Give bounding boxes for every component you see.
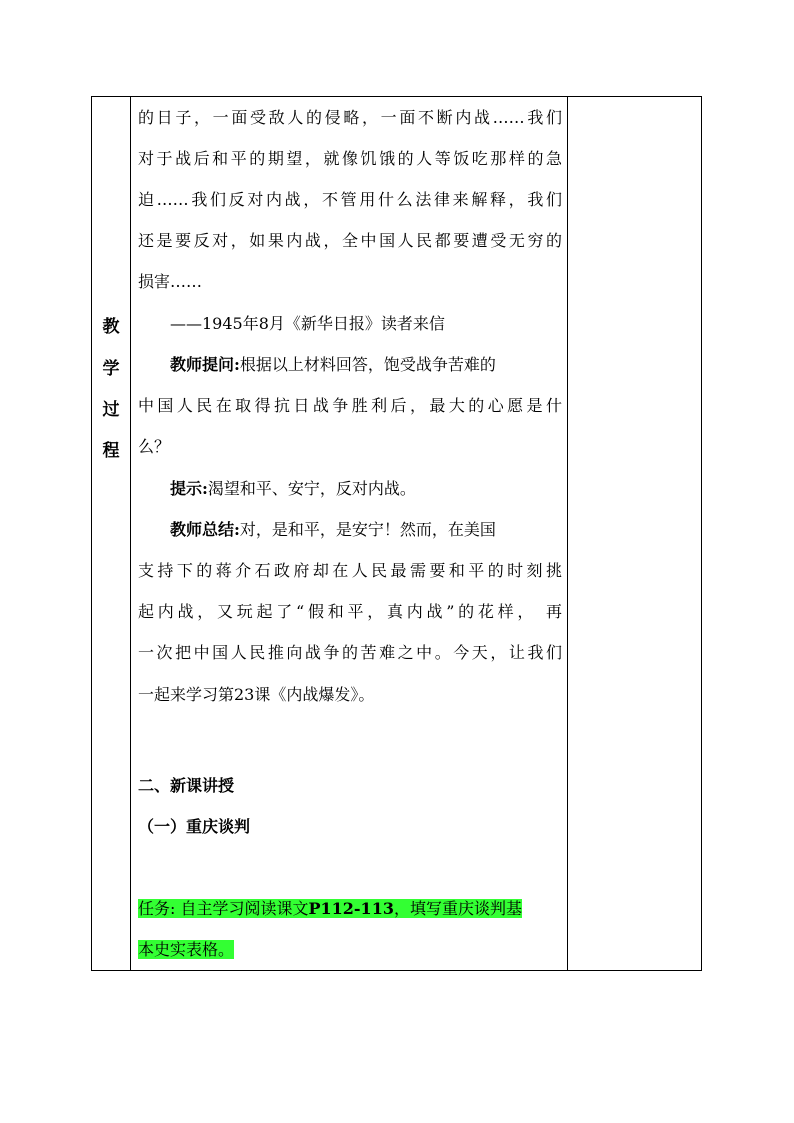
task-line: [138, 939, 234, 961]
question-line: 中国人民在取得抗日战争胜利后，最大的心愿是什: [138, 396, 562, 415]
question-line: [170, 354, 496, 376]
question-text: 根据以上材料回答，饱受战争苦难的: [239, 355, 496, 374]
summary-text: 对，是和平，是安宁！然而，在美国: [239, 520, 496, 539]
letter-line: 还是要反对，如果内战，全中国人民都要遭受无穷的: [138, 231, 562, 250]
summary-line: [170, 519, 496, 541]
summary-line: 起内战，又玩起了“假和平，真内战”的花样， 再: [138, 602, 562, 621]
question-line: 么？: [138, 437, 171, 456]
letter-line: 对于战后和平的期望，就像饥饿的人等饭吃那样的急: [138, 149, 562, 168]
section-label-char: 教: [102, 317, 120, 337]
column-divider: [567, 97, 568, 970]
section-label-char: 学: [102, 359, 120, 379]
summary-line: 一起来学习第23课《内战爆发》。: [138, 685, 375, 704]
letter-line: 损害……: [138, 272, 203, 291]
column-divider: [130, 97, 131, 970]
section-heading: 二、新课讲授: [138, 776, 235, 795]
hint-text: 渴望和平、安宁，反对内战。: [207, 479, 416, 498]
task-text: 本史实表格。: [138, 940, 235, 959]
lesson-table: [91, 96, 702, 971]
summary-line: 支持下的蒋介石政府却在人民最需要和平的时刻挑: [138, 561, 562, 580]
summary-label: 教师总结:: [170, 520, 240, 539]
section-label-char: 过: [102, 400, 120, 420]
hint-label: 提示:: [170, 479, 208, 498]
task-text: 任务: 自主学习阅读课文: [138, 899, 309, 918]
letter-source: ——1945年8月《新华日报》读者来信: [170, 314, 445, 333]
section-subheading: （一）重庆谈判: [138, 817, 251, 836]
task-line: [138, 898, 522, 920]
hint-line: [170, 478, 416, 500]
section-label-char: 程: [102, 441, 120, 461]
question-label: 教师提问:: [170, 355, 240, 374]
letter-line: 的日子，一面受敌人的侵略，一面不断内战……我们: [138, 108, 562, 127]
task-text: ，填写重庆谈判基: [393, 899, 522, 918]
task-pages: P112-113: [308, 899, 394, 918]
summary-line: 一次把中国人民推向战争的苦难之中。今天，让我们: [138, 643, 562, 662]
letter-line: 迫……我们反对内战，不管用什么法律来解释，我们: [138, 190, 562, 209]
section-label-column: [92, 97, 130, 970]
